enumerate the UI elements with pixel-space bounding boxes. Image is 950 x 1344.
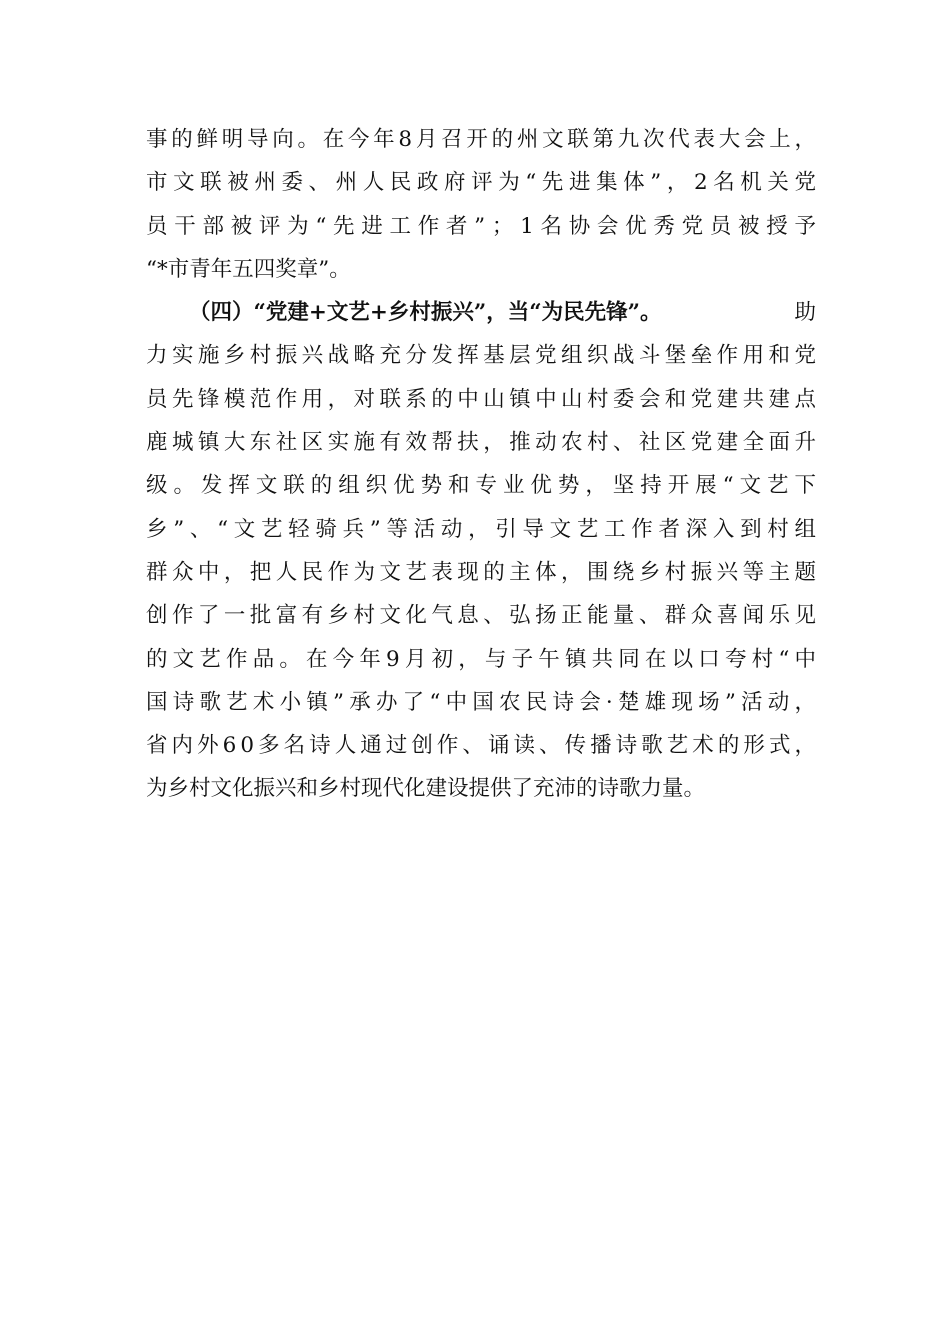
text-line: [146, 638, 822, 681]
text-line-content: 乡”、“文艺轻骑兵”等活动，引导文艺工作者深入到村组: [146, 516, 822, 542]
text-line: [146, 205, 823, 248]
text-line: [146, 118, 820, 161]
paragraph-awards: [146, 118, 823, 291]
text-line-content: 力实施乡村振兴战略充分发挥基层党组织战斗堡垒作用和党: [146, 343, 821, 369]
text-line: [146, 464, 822, 507]
text-line: [146, 161, 822, 204]
text-line-content: 员干部被评为“先进工作者”；1名协会优秀党员被授予: [146, 213, 823, 239]
text-line: [146, 421, 821, 464]
section-heading-line: [146, 291, 816, 334]
text-line: [146, 594, 821, 637]
section-heading: （四）“党建+文艺+乡村振兴”，当“为民先锋”。: [189, 300, 662, 326]
text-line: [146, 334, 821, 377]
document-body: [146, 118, 823, 811]
text-line-content: 的文艺作品。在今年9月初，与子午镇共同在以口夸村“中: [146, 646, 822, 672]
text-line-content: 鹿城镇大东社区实施有效帮扶，推动农村、社区党建全面升: [146, 430, 821, 456]
text-line-content: 为乡村文化振兴和乡村现代化建设提供了充沛的诗歌力量。: [146, 776, 706, 802]
paragraph-rural-revitalization: [146, 291, 822, 811]
text-line-content: 省内外60多名诗人通过创作、诵读、传播诗歌艺术的形式，: [146, 733, 821, 759]
text-line-content: “*市青年五四奖章”。: [146, 256, 351, 282]
text-line: [146, 378, 821, 421]
text-line: [146, 681, 822, 724]
text-line-content: 市文联被州委、州人民政府评为“先进集体”，2名机关党: [146, 170, 822, 196]
text-line-content: 群众中，把人民作为文艺表现的主体，围绕乡村振兴等主题: [146, 559, 821, 585]
text-line-content: 助: [794, 300, 816, 326]
text-line: [146, 508, 822, 551]
text-line: [146, 248, 816, 291]
text-line: [146, 551, 821, 594]
text-line-content: 员先锋模范作用，对联系的中山镇中山村委会和党建共建点: [146, 386, 821, 412]
text-line-content: 事的鲜明导向。在今年8月召开的州文联第九次代表大会上，: [146, 127, 820, 152]
text-line-content: 创作了一批富有乡村文化气息、弘扬正能量、群众喜闻乐见: [146, 603, 821, 629]
text-line-content: 级。发挥文联的组织优势和专业优势，坚持开展“文艺下: [146, 473, 822, 499]
text-line-content: 国诗歌艺术小镇”承办了“中国农民诗会·楚雄现场”活动，: [146, 689, 822, 715]
text-line: [146, 724, 821, 767]
text-line: [146, 767, 816, 810]
